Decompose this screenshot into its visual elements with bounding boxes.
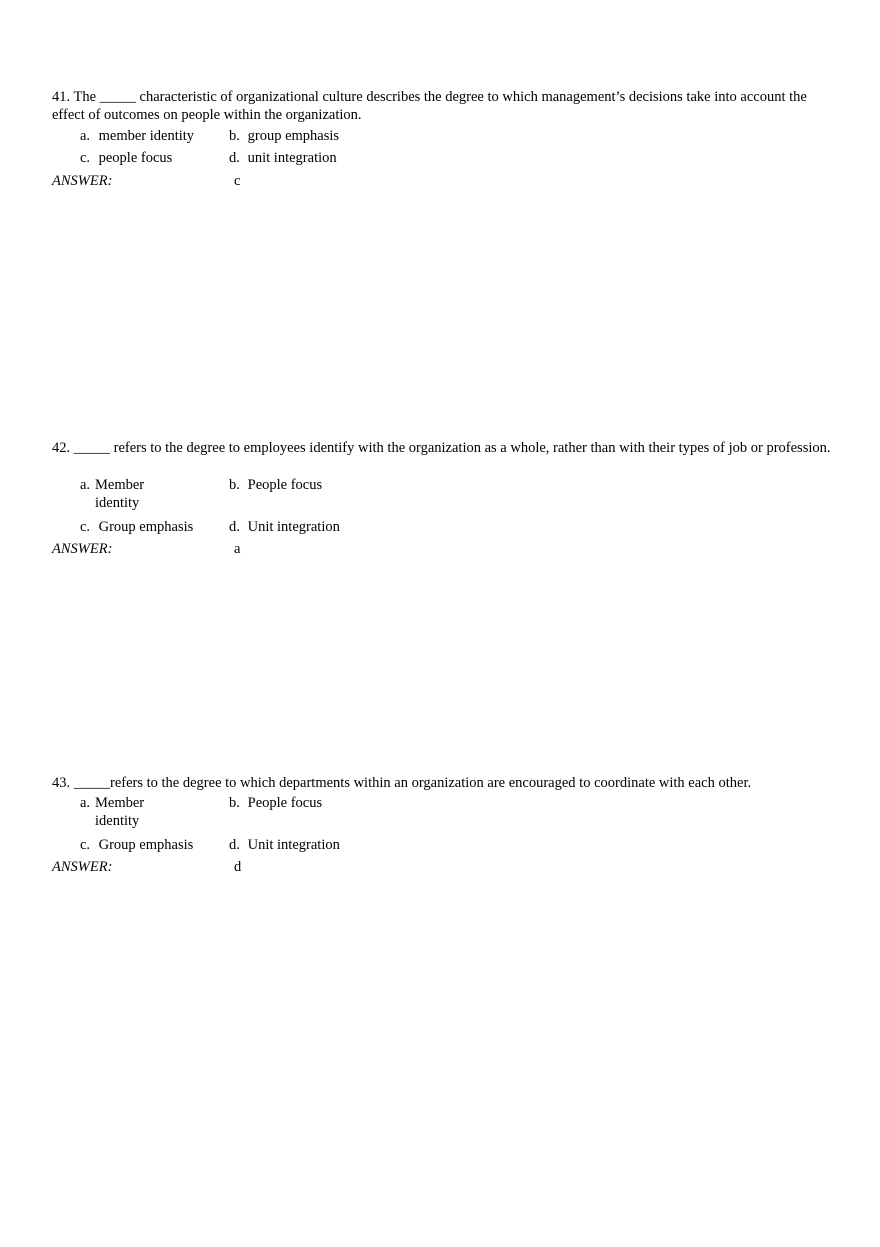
option-b: [229, 794, 379, 812]
option-label: member identity: [98, 128, 195, 144]
option-letter: b.: [229, 795, 240, 811]
option-c: [80, 518, 230, 536]
option-label: People focus: [247, 477, 323, 493]
option-letter: d.: [229, 519, 240, 535]
option-label: group emphasis: [247, 128, 340, 144]
option-letter: d.: [229, 150, 240, 166]
answer-label: ANSWER:: [52, 173, 113, 189]
option-letter: c.: [80, 519, 91, 535]
option-c: [80, 836, 230, 854]
option-letter: a.: [80, 795, 91, 811]
option-label: Unit integration: [247, 519, 340, 535]
option-label: Member identity: [95, 477, 145, 511]
question-text: 42. _____ refers to the degree to employees identify with the organization as a whole, rather than with their types of job or profession.: [52, 440, 831, 456]
option-label: Group emphasis: [98, 519, 194, 535]
option-label: Member identity: [95, 795, 145, 829]
answer-label: ANSWER:: [52, 859, 113, 875]
option-d: [229, 836, 379, 854]
option-label: Unit integration: [247, 837, 340, 853]
option-letter: c.: [80, 837, 91, 853]
option-a: [80, 476, 230, 512]
option-label: unit integration: [247, 150, 337, 166]
option-label: people focus: [98, 150, 173, 166]
question-43: [52, 774, 842, 884]
option-label: Group emphasis: [98, 837, 194, 853]
option-b: [229, 127, 379, 145]
option-d: [229, 518, 379, 536]
option-c: [80, 149, 230, 167]
answer-label: ANSWER:: [52, 541, 113, 557]
answer-value: c: [234, 173, 241, 189]
option-label: People focus: [247, 795, 323, 811]
question-text: 41. The _____ characteristic of organizational culture describes the degree to which management’s decisions take into account the effect of outcomes on people within the organization.: [52, 89, 807, 123]
question-41: [52, 88, 842, 198]
option-a: [80, 794, 230, 830]
option-b: [229, 476, 379, 494]
option-letter: b.: [229, 477, 240, 493]
option-letter: b.: [229, 128, 240, 144]
option-d: [229, 149, 379, 167]
option-letter: c.: [80, 150, 91, 166]
answer-value: a: [234, 541, 241, 557]
question-42: [52, 439, 842, 569]
option-a: [80, 127, 230, 145]
option-letter: a.: [80, 128, 91, 144]
answer-value: d: [234, 859, 242, 875]
option-letter: a.: [80, 477, 91, 493]
option-letter: d.: [229, 837, 240, 853]
question-text: 43. _____refers to the degree to which departments within an organization are encouraged to coordinate with each other.: [52, 775, 752, 791]
